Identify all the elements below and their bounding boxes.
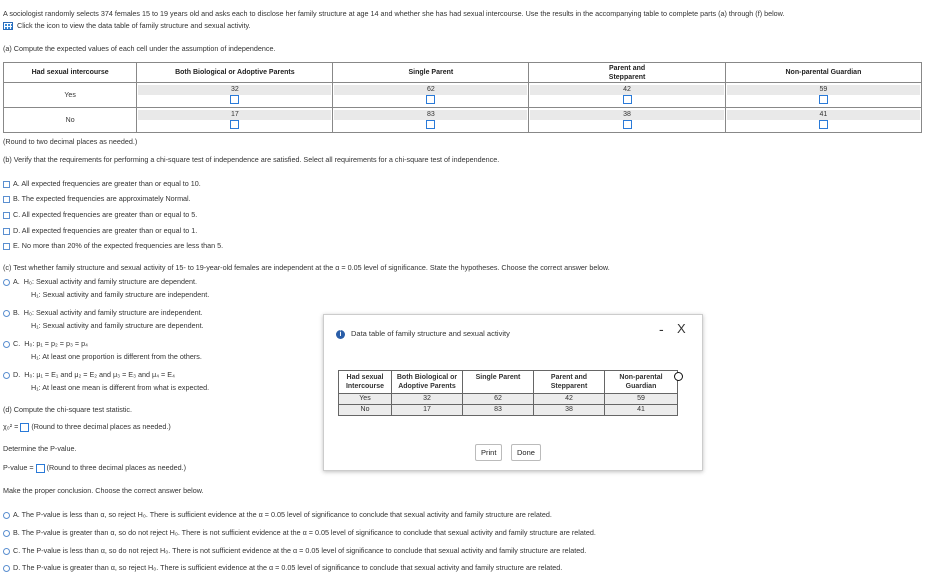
cell	[529, 83, 726, 108]
option-b-a[interactable]	[3, 179, 201, 188]
option-conclusion-c[interactable]	[3, 546, 586, 555]
option-text: B. The expected frequencies are approximately Normal.	[13, 194, 191, 203]
popup-cell: 41	[605, 405, 678, 416]
pvalue-note: (Round to three decimal places as needed.)	[46, 463, 187, 472]
option-b-e[interactable]	[3, 241, 223, 250]
option-b-b[interactable]	[3, 194, 191, 203]
option-c-b[interactable]	[3, 308, 203, 317]
table-row	[4, 83, 922, 108]
option-conclusion-b[interactable]	[3, 528, 596, 537]
popup-col-intercourse: Had sexual Intercourse	[339, 371, 392, 394]
expected-input[interactable]	[426, 95, 435, 104]
part-a-round-note: (Round to two decimal places as needed.)	[3, 137, 138, 146]
row-label-yes: Yes	[4, 83, 137, 108]
option-text: E. No more than 20% of the expected frequencies are less than 5.	[13, 241, 224, 250]
chi-square-row	[3, 422, 171, 432]
col-header-intercourse: Had sexual intercourse	[4, 63, 137, 83]
pvalue-input[interactable]	[36, 464, 45, 473]
hypothesis-null: H₀: μ₁ = E₁ and μ₂ = E₂ and μ₃ = E₃ and μ₄ = E₄	[24, 370, 175, 379]
expected-input[interactable]	[623, 95, 632, 104]
popup-header	[336, 329, 510, 339]
checkbox[interactable]	[3, 212, 10, 219]
popup-col-both-parents: Both Biological or Adoptive Parents	[392, 371, 463, 394]
observed-value: 62	[334, 85, 527, 95]
option-conclusion-a[interactable]	[3, 510, 552, 519]
chi-square-input[interactable]	[20, 423, 29, 432]
table-row	[4, 108, 922, 133]
hypothesis-alt: H₁: Sexual activity and family structure are dependent.	[31, 321, 204, 330]
option-letter: C.	[13, 339, 21, 348]
part-b-prompt: (b) Verify that the requirements for performing a chi-square test of independence are satisfied. Select all requirements for a chi-square test of independence.	[3, 155, 500, 164]
chi-square-symbol: χ₀² =	[3, 422, 19, 431]
data-table-popup	[323, 314, 703, 471]
problem-intro: A sociologist randomly selects 374 females 15 to 19 years old and asks each to disclose her family structure at age 14 and whether she has had sexual intercourse. Use the results in the accompanying table to complete parts (a) through (f) below.	[3, 9, 785, 18]
observed-value: 38	[530, 110, 724, 120]
popup-col-non-parental	[605, 371, 678, 394]
cell	[529, 108, 726, 133]
popup-row-label: Yes	[339, 394, 392, 405]
col-header-single-parent: Single Parent	[333, 63, 529, 83]
part-d-prompt: (d) Compute the chi-square test statistic.	[3, 405, 133, 414]
cell	[137, 83, 333, 108]
radio[interactable]	[3, 512, 10, 519]
chi-square-note: (Round to three decimal places as needed.)	[31, 422, 171, 431]
cell	[333, 108, 529, 133]
done-button[interactable]: Done	[511, 444, 541, 461]
radio[interactable]	[3, 372, 10, 379]
checkbox[interactable]	[3, 196, 10, 203]
col-header-parent-stepparent	[529, 63, 726, 83]
cell	[725, 108, 921, 133]
popup-title: Data table of family structure and sexual activity	[351, 329, 510, 338]
table-row	[339, 405, 678, 416]
hypothesis-alt: H₁: Sexual activity and family structure are independent.	[31, 290, 210, 299]
pvalue-prompt: Determine the P-value.	[3, 444, 77, 453]
option-b-c[interactable]	[3, 210, 197, 219]
checkbox[interactable]	[3, 181, 10, 188]
popup-row-label: No	[339, 405, 392, 416]
radio[interactable]	[3, 279, 10, 286]
hypothesis-null: H₀: Sexual activity and family structure are dependent.	[23, 277, 197, 286]
popup-cell: 59	[605, 394, 678, 405]
option-text: C. All expected frequencies are greater than or equal to 5.	[13, 210, 198, 219]
col-header-both-parents: Both Biological or Adoptive Parents	[137, 63, 333, 83]
observed-value: 83	[334, 110, 527, 120]
option-c-d[interactable]	[3, 370, 175, 379]
option-text: A. The P-value is less than α, so reject H₀. There is sufficient evidence at the α = 0.05 level of significance to conclude that sexual activity and family structure are related.	[13, 510, 552, 519]
hypothesis-null: H₀: Sexual activity and family structure are independent.	[23, 308, 203, 317]
table-row	[339, 394, 678, 405]
popup-cell: 42	[534, 394, 605, 405]
checkbox[interactable]	[3, 243, 10, 250]
expected-input[interactable]	[230, 95, 239, 104]
pvalue-label: P-value =	[3, 463, 34, 472]
option-letter: B.	[13, 308, 20, 317]
minimize-icon[interactable]: -	[659, 321, 664, 337]
part-a-prompt: (a) Compute the expected values of each cell under the assumption of independence.	[3, 44, 276, 53]
popup-data-table	[338, 370, 678, 416]
observed-value: 41	[727, 110, 920, 120]
expected-input[interactable]	[230, 120, 239, 129]
popup-cell: 38	[534, 405, 605, 416]
observed-value: 32	[138, 85, 331, 95]
info-icon: i	[336, 330, 345, 339]
hypothesis-null: H₀: p₁ = p₂ = p₃ = p₄	[24, 339, 88, 348]
expected-values-table	[3, 62, 922, 133]
radio[interactable]	[3, 565, 10, 572]
option-c-c[interactable]	[3, 339, 88, 348]
observed-value: 59	[727, 85, 920, 95]
data-table-link[interactable]	[3, 21, 251, 30]
print-button[interactable]: Print	[475, 444, 502, 461]
cell	[137, 108, 333, 133]
data-table-link-text[interactable]: Click the icon to view the data table of family structure and sexual activity.	[17, 21, 251, 30]
option-text: B. The P-value is greater than α, so do not reject H₀. There is not sufficient evidence at the α = 0.05 level of significance to conclude that sexual activity and family structure are related.	[13, 528, 596, 537]
expected-input[interactable]	[426, 120, 435, 129]
hypothesis-alt: H₁: At least one proportion is different from the others.	[31, 352, 202, 361]
popup-cell: 32	[392, 394, 463, 405]
option-text: C. The P-value is less than α, so do not reject H₀. There is not sufficient evidence at the α = 0.05 level of significance to conclude that sexual activity and family structure are related.	[13, 546, 587, 555]
expected-input[interactable]	[819, 95, 828, 104]
popup-col-single-parent: Single Parent	[463, 371, 534, 394]
row-label-no: No	[4, 108, 137, 133]
pvalue-row	[3, 463, 186, 473]
popup-col-stepparent: Parent and Stepparent	[534, 371, 605, 394]
option-text: D. All expected frequencies are greater than or equal to 1.	[13, 226, 198, 235]
popup-cell: 83	[463, 405, 534, 416]
option-text: D. The P-value is greater than α, so reject H₀. There is sufficient evidence at the α = 0.05 level of significance to conclude that sexual activity and family structure are related.	[13, 563, 563, 572]
observed-value: 17	[138, 110, 331, 120]
popup-cell: 17	[392, 405, 463, 416]
popup-cell: 62	[463, 394, 534, 405]
radio[interactable]	[3, 341, 10, 348]
part-c-prompt: (c) Test whether family structure and sexual activity of 15- to 19-year-old females are independent at the α = 0.05 level of significance. State the hypotheses. Choose the correct answer below.	[3, 263, 610, 272]
col-header-parent-stepparent-label: Parent and Stepparent	[608, 64, 646, 81]
option-conclusion-d[interactable]	[3, 563, 562, 572]
observed-value: 42	[530, 85, 724, 95]
option-letter: A.	[13, 277, 20, 286]
copy-icon[interactable]	[674, 372, 683, 381]
popup-col-non-parental-label: Non-parental Guardian	[619, 374, 663, 390]
option-c-a[interactable]	[3, 277, 197, 286]
radio[interactable]	[3, 530, 10, 537]
cell	[333, 83, 529, 108]
expected-input[interactable]	[819, 120, 828, 129]
table-icon[interactable]	[3, 22, 13, 30]
option-b-d[interactable]	[3, 226, 197, 235]
checkbox[interactable]	[3, 228, 10, 235]
expected-input[interactable]	[623, 120, 632, 129]
radio[interactable]	[3, 310, 10, 317]
close-icon[interactable]: X	[677, 321, 686, 336]
hypothesis-alt: H₁: At least one mean is different from what is expected.	[31, 383, 210, 392]
col-header-non-parental: Non-parental Guardian	[725, 63, 921, 83]
cell	[725, 83, 921, 108]
conclusion-prompt: Make the proper conclusion. Choose the correct answer below.	[3, 486, 204, 495]
option-text: A. All expected frequencies are greater than or equal to 10.	[13, 179, 201, 188]
radio[interactable]	[3, 548, 10, 555]
option-letter: D.	[13, 370, 21, 379]
